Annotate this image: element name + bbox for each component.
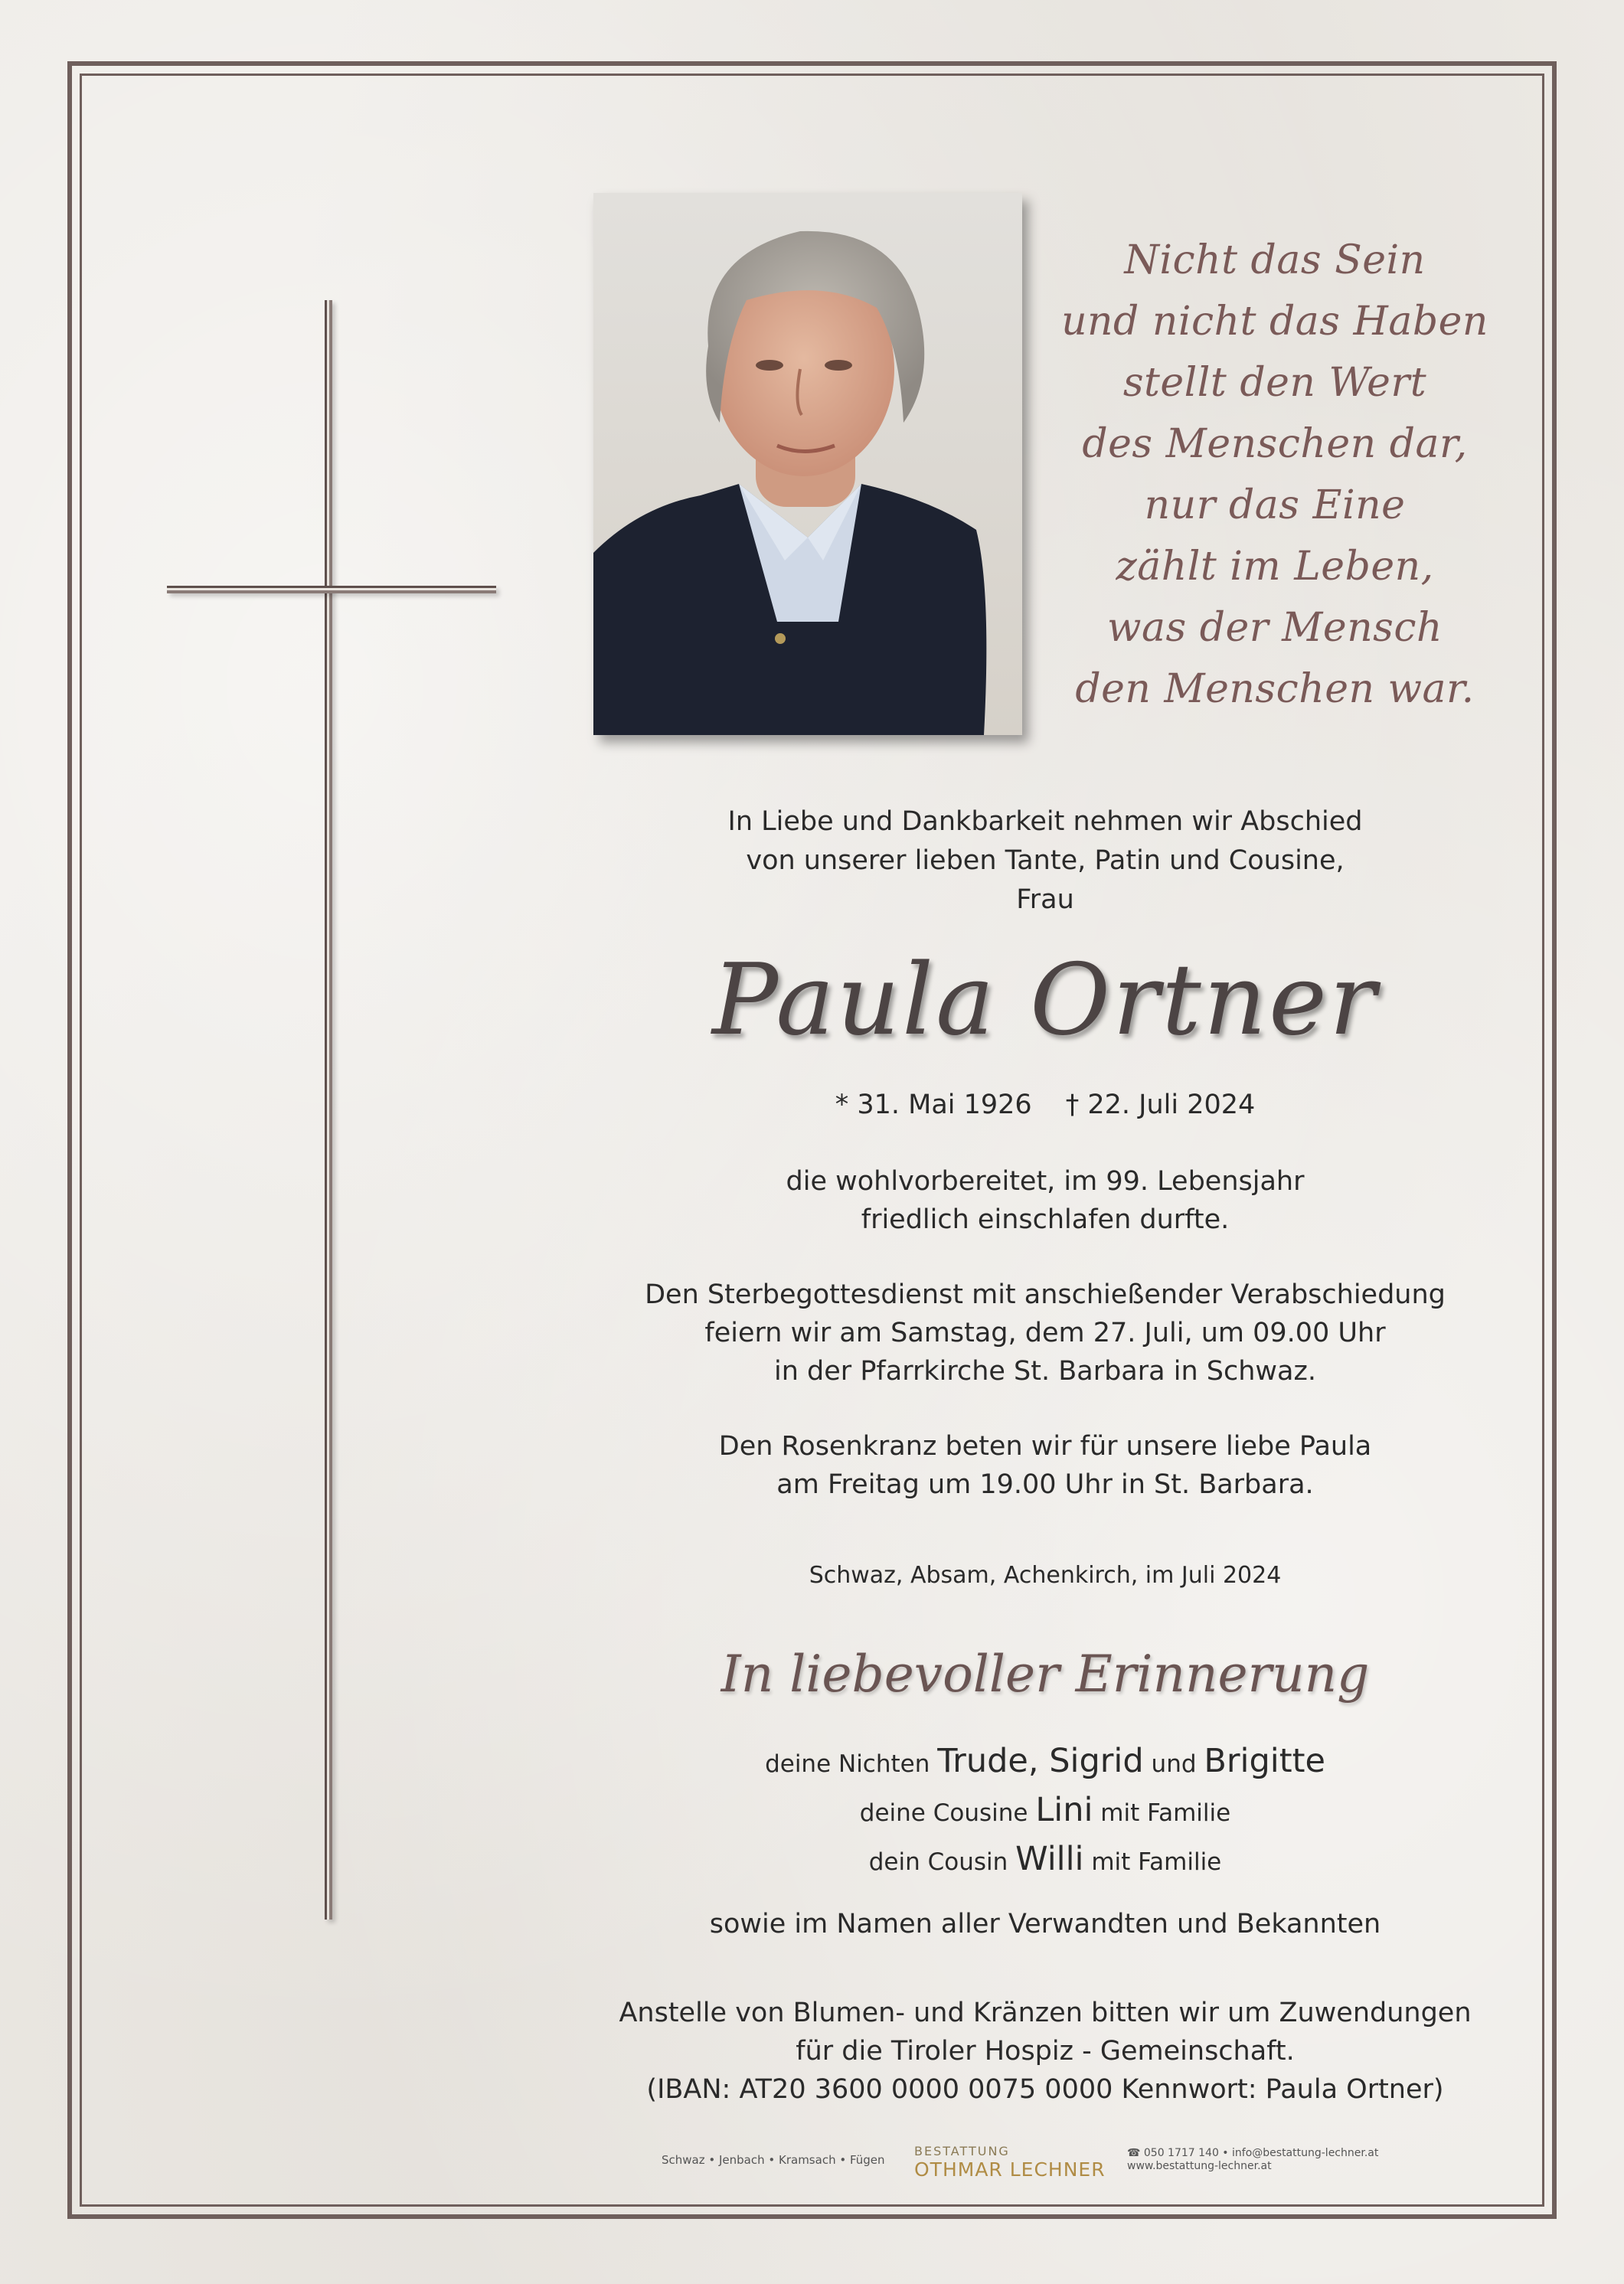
death-date: † 22. Juli 2024	[1065, 1090, 1256, 1120]
text-line: (IBAN: AT20 3600 0000 0075 0000 Kennwort: Paula Ortner)	[646, 2074, 1444, 2105]
mourner-line	[536, 1836, 1554, 1885]
text-line: für die Tiroler Hospiz - Gemeinschaft.	[796, 2036, 1295, 2067]
brand-name: OTHMAR LECHNER	[914, 2158, 1106, 2181]
donation-text	[536, 1994, 1554, 2109]
funeral-home-logo	[914, 2144, 1106, 2181]
text-line: die wohlvorbereitet, im 99. Lebensjahr	[786, 1166, 1305, 1197]
passing-text	[536, 1162, 1554, 1239]
life-dates	[536, 1086, 1554, 1124]
mourner-name: Trude	[937, 1742, 1028, 1780]
deceased-name: Paula Ortner	[712, 943, 1378, 1057]
funeral-service-text	[536, 1276, 1554, 1390]
text-line: Anstelle von Blumen- und Kränzen bitten wir um Zuwendungen	[619, 1998, 1472, 2028]
mourners-list	[536, 1738, 1554, 1885]
mourner-suffix: mit Familie	[1093, 1799, 1231, 1827]
poem-line: stellt den Wert	[1122, 360, 1427, 406]
portrait-photo	[593, 193, 1022, 735]
birth-date: * 31. Mai 1926	[835, 1090, 1032, 1120]
mourner-name: Brigitte	[1204, 1742, 1325, 1780]
poem-line: zählt im Leben,	[1116, 544, 1434, 590]
text-line: Den Sterbegottesdienst mit anschießender Verabschiedung	[645, 1279, 1446, 1310]
intro-text	[536, 802, 1554, 920]
poem-line: und nicht das Haben	[1061, 299, 1488, 345]
mourner-name: Sigrid	[1049, 1742, 1144, 1780]
mourner-line	[536, 1787, 1554, 1836]
footer-towns: Schwaz • Jenbach • Kramsach • Fügen	[662, 2153, 885, 2167]
contact-website: www.bestattung-lechner.at	[1127, 2160, 1272, 2172]
mourner-name: Willi	[1015, 1840, 1084, 1878]
text-line: am Freitag um 19.00 Uhr in St. Barbara.	[776, 1469, 1314, 1500]
poem-line: den Menschen war.	[1075, 666, 1475, 712]
cross-vertical-beam	[325, 300, 332, 1920]
poem-line: was der Mensch	[1107, 605, 1443, 651]
intro-line: Frau	[1016, 884, 1074, 915]
contact-phone-email: ☎ 050 1717 140 • info@bestattung-lechner.at	[1127, 2147, 1379, 2159]
intro-line: von unserer lieben Tante, Patin und Cousine,	[746, 845, 1345, 876]
text-line: Den Rosenkranz beten wir für unsere liebe Paula	[718, 1431, 1372, 1462]
mourner-line	[536, 1738, 1554, 1787]
rosary-text	[536, 1427, 1554, 1504]
text-line: feiern wir am Samstag, dem 27. Juli, um 09.00 Uhr	[704, 1318, 1386, 1348]
poem-line: Nicht das Sein	[1124, 237, 1426, 283]
poem-line: des Menschen dar,	[1082, 421, 1468, 467]
intro-line: In Liebe und Dankbarkeit nehmen wir Abschied	[727, 806, 1363, 837]
footer-contact	[1127, 2147, 1378, 2173]
mourner-name: Lini	[1035, 1791, 1093, 1829]
mourner-separator: und	[1143, 1750, 1204, 1778]
mourner-suffix: mit Familie	[1083, 1848, 1222, 1876]
brand-small: BESTATTUNG	[914, 2144, 1010, 2158]
place-date: Schwaz, Absam, Achenkirch, im Juli 2024	[809, 1562, 1282, 1589]
funeral-home-footer	[658, 2144, 1386, 2190]
mourner-separator: ,	[1028, 1742, 1050, 1780]
all-relatives-text: sowie im Namen aller Verwandten und Bekannten	[709, 1909, 1381, 1939]
memory-heading: In liebevoller Erinnerung	[721, 1645, 1370, 1704]
mourner-relation: deine Nichten	[765, 1750, 938, 1778]
mourner-relation: deine Cousine	[859, 1799, 1036, 1827]
cross-horizontal-beam	[167, 586, 496, 593]
mourner-relation: dein Cousin	[868, 1848, 1016, 1876]
poem	[1057, 230, 1493, 720]
poem-line: nur das Eine	[1144, 482, 1406, 528]
text-line: in der Pfarrkirche St. Barbara in Schwaz.	[774, 1356, 1316, 1387]
text-line: friedlich einschlafen durfte.	[861, 1204, 1230, 1235]
